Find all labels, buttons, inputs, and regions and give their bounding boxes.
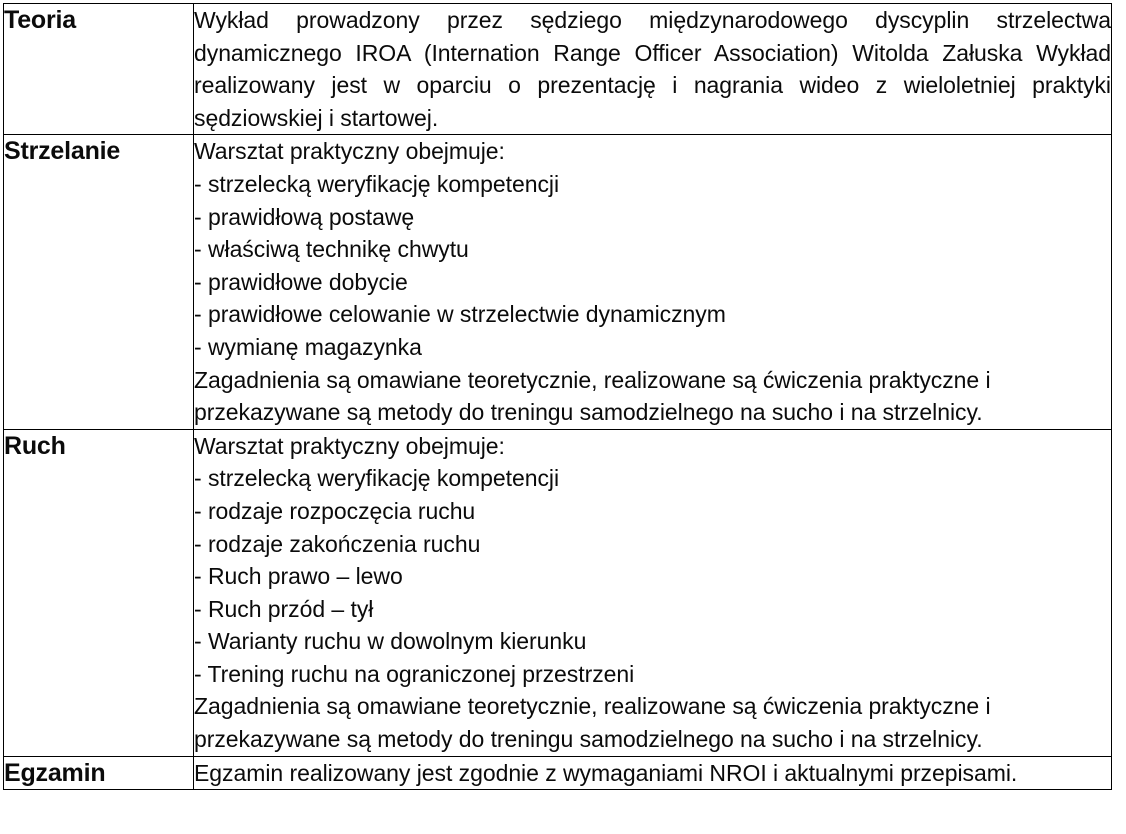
table-row bbox=[4, 4, 1112, 135]
bullet-item: - wymianę magazynka bbox=[194, 333, 422, 360]
row-content-cell bbox=[194, 429, 1112, 756]
row-content-cell bbox=[194, 756, 1112, 790]
bullet-item: - Ruch przód – tył bbox=[194, 595, 374, 622]
intro-line: Warsztat praktyczny obejmuje: bbox=[194, 138, 505, 165]
row-label-cell bbox=[4, 4, 194, 135]
row-label-cell bbox=[4, 756, 194, 790]
row-label: Egzamin bbox=[4, 758, 106, 787]
bullet-item: - prawidłowe dobycie bbox=[194, 268, 408, 295]
bullet-item: - rodzaje rozpoczęcia ruchu bbox=[194, 497, 476, 524]
bullet-item: - prawidłowe celowanie w strzelectwie dynamicznym bbox=[194, 301, 726, 328]
bullet-item: - Warianty ruchu w dowolnym kierunku bbox=[194, 628, 587, 655]
paragraph: Wykład prowadzony przez sędziego międzynarodowego dyscyplin strzelectwa dynamicznego IROA (Internation Range Officer Association) Witolda Załuska Wykład realizowany jest w oparciu o prezentację i nagrania wideo z wieloletniej praktyki sędziowskiej i startowej. bbox=[194, 7, 1111, 131]
paragraph: Egzamin realizowany jest zgodnie z wymaganiami NROI i aktualnymi przepisami. bbox=[194, 759, 1018, 786]
row-label: Strzelanie bbox=[4, 137, 121, 166]
bullet-item: - Ruch prawo – lewo bbox=[194, 563, 403, 590]
bullet-item: - strzelecką weryfikację kompetencji bbox=[194, 465, 560, 492]
bullet-item: - prawidłową postawę bbox=[194, 203, 415, 230]
bullet-item: - rodzaje zakończenia ruchu bbox=[194, 530, 481, 557]
curriculum-table-body bbox=[4, 4, 1112, 790]
row-label-cell bbox=[4, 135, 194, 429]
row-label-cell bbox=[4, 429, 194, 756]
table-row bbox=[4, 429, 1112, 756]
bullet-item: - Trening ruchu na ograniczonej przestrzeni bbox=[194, 660, 635, 687]
paragraph: Zagadnienia są omawiane teoretycznie, realizowane są ćwiczenia praktyczne i przekazywane są metody do treningu samodzielnego na sucho i na strzelnicy. bbox=[194, 366, 991, 426]
row-label: Ruch bbox=[4, 431, 66, 460]
bullet-item: - strzelecką weryfikację kompetencji bbox=[194, 170, 560, 197]
intro-line: Warsztat praktyczny obejmuje: bbox=[194, 432, 505, 459]
row-content-cell bbox=[194, 4, 1112, 135]
table-row bbox=[4, 756, 1112, 790]
row-content-cell bbox=[194, 135, 1112, 429]
table-row bbox=[4, 135, 1112, 429]
paragraph: Zagadnienia są omawiane teoretycznie, realizowane są ćwiczenia praktyczne i przekazywane są metody do treningu samodzielnego na sucho i na strzelnicy. bbox=[194, 693, 991, 753]
row-label: Teoria bbox=[4, 6, 76, 34]
bullet-item: - właściwą technikę chwytu bbox=[194, 236, 469, 263]
curriculum-table bbox=[3, 3, 1112, 790]
